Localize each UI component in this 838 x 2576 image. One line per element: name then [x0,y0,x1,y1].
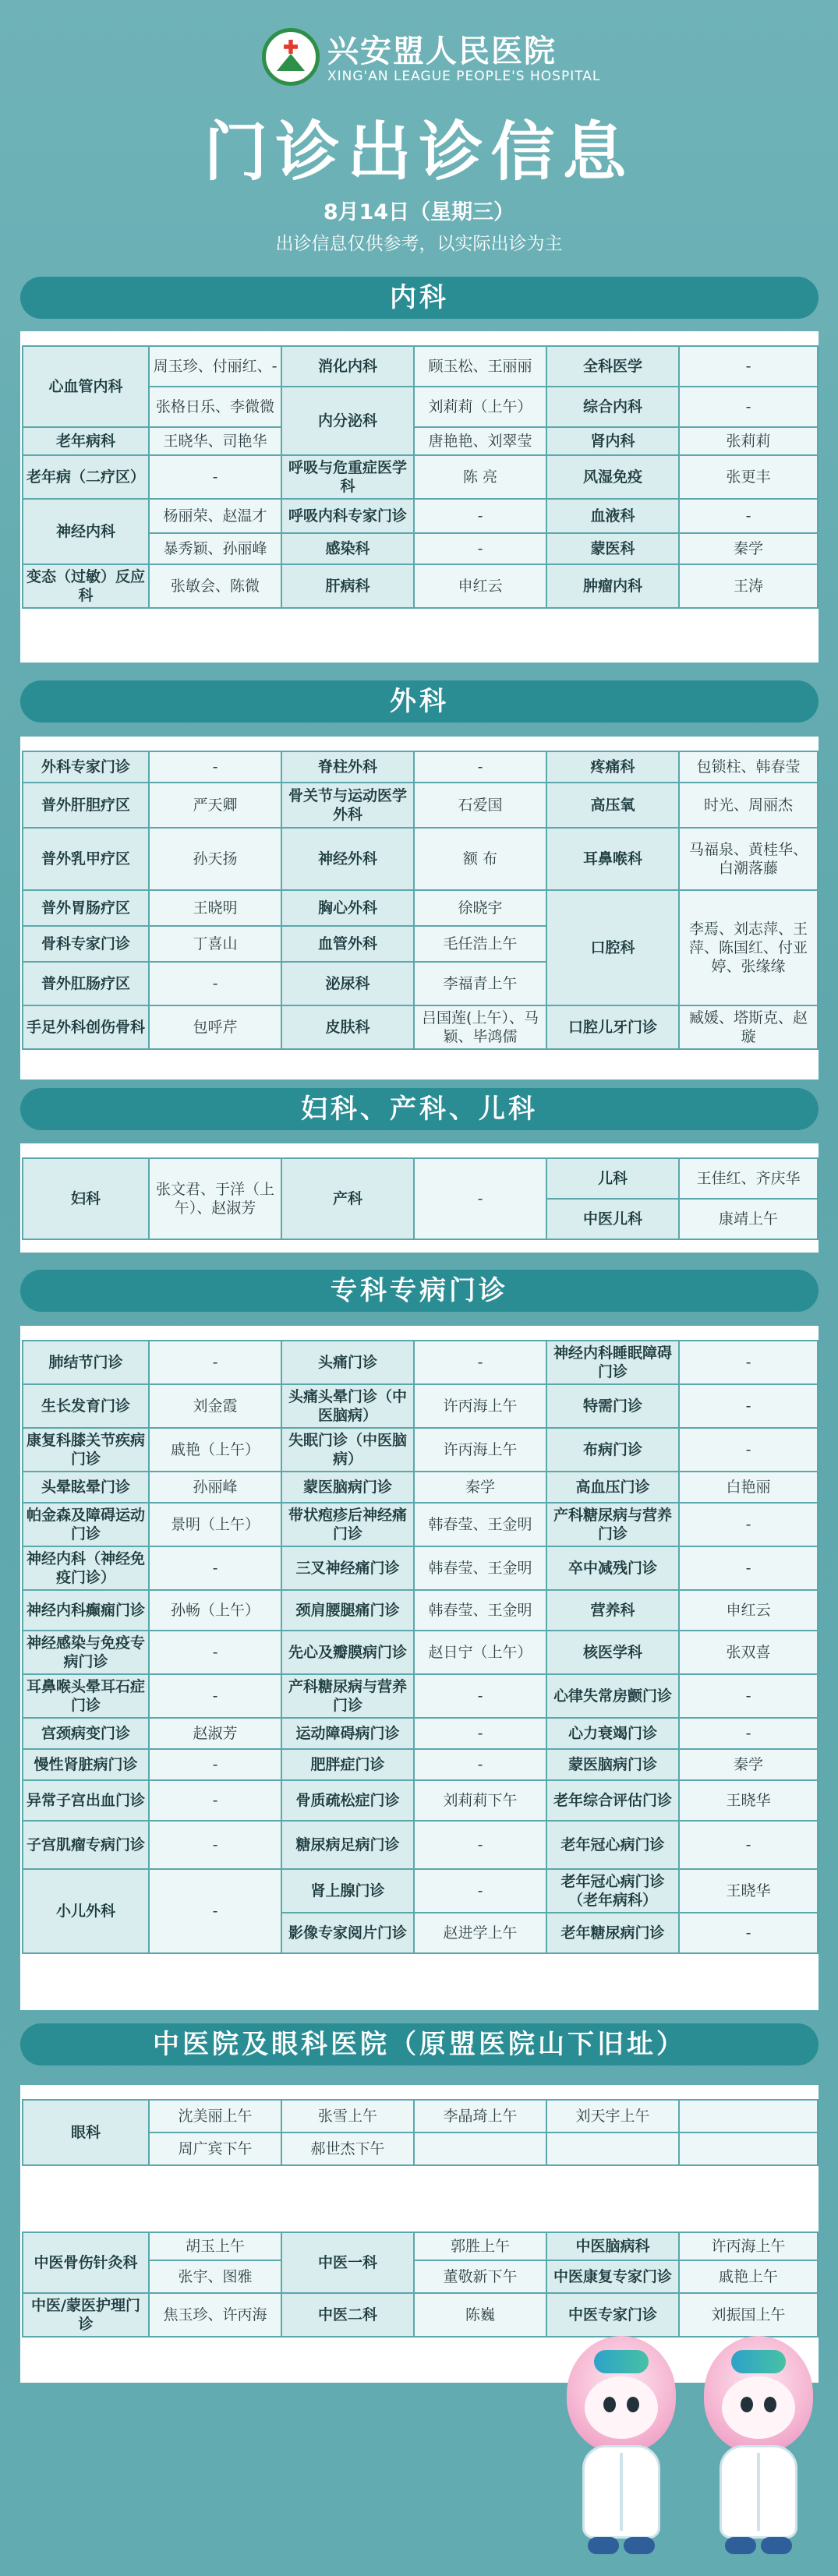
doctor-cell: - [679,1546,818,1590]
dept-cell: 老年病科 [23,427,149,455]
dept-cell: 营养科 [546,1590,679,1631]
dept-cell: 风湿免疫 [546,455,679,499]
doctor-cell: 康靖上午 [679,1199,818,1239]
dept-cell: 高血压门诊 [546,1472,679,1503]
table-neike [20,331,819,663]
doctor-cell: 白艳丽 [679,1472,818,1503]
doctor-cell: 郭胜上午 [414,2232,546,2260]
dept-cell: 消化内科 [281,346,414,387]
doctor-cell: 臧媛、塔斯克、赵璇 [679,1005,818,1049]
doctor-cell: 孙天扬 [149,828,281,890]
doctor-cell: 韩春莹、王金明 [414,1503,546,1546]
doctor-cell: 马福泉、黄桂华、白潮落藤 [679,828,818,890]
mascot-icon [563,2336,680,2562]
doctor-cell: - [414,1869,546,1913]
dept-cell: 神经感染与免疫专病门诊 [23,1631,149,1674]
dept-cell: 先心及瓣膜病门诊 [281,1631,414,1674]
dept-cell: 产科糖尿病与营养门诊 [546,1503,679,1546]
doctor-cell: 刘天宇上午 [546,2100,679,2133]
empty-cell [679,2133,818,2165]
table-waike [20,737,819,1080]
doctor-cell: - [414,1341,546,1384]
doctor-cell: - [414,1674,546,1718]
doctor-cell: 王佳红、齐庆华 [679,1158,818,1199]
doctor-cell: 王晓华、司艳华 [149,427,281,455]
dept-cell: 变态（过敏）反应科 [23,564,149,608]
doctor-cell: 郝世杰下午 [281,2133,414,2165]
schedule-table [22,1340,819,1954]
dept-cell: 肺结节门诊 [23,1341,149,1384]
dept-cell: 子宫肌瘤专病门诊 [23,1821,149,1869]
eye-table [22,2099,819,2166]
dept-cell: 产科 [281,1158,414,1239]
dept-cell: 中医康复专家门诊 [546,2260,679,2293]
doctor-cell: 石爱国 [414,783,546,828]
dept-cell: 蒙医脑病门诊 [281,1472,414,1503]
dept-cell: 中医一科 [281,2232,414,2293]
doctor-cell: 时光、周丽杰 [679,783,818,828]
doctor-cell: 沈美丽上午 [149,2100,281,2133]
table-zhongyi [20,2085,819,2383]
doctor-cell: 刘莉莉（上午） [414,387,546,427]
doctor-cell: - [149,1674,281,1718]
dept-cell: 手足外科创伤骨科 [23,1005,149,1049]
dept-cell: 卒中减残门诊 [546,1546,679,1590]
dept-cell: 蒙医科 [546,533,679,564]
doctor-cell: - [679,1674,818,1718]
dept-cell: 普外乳甲疗区 [23,828,149,890]
doctor-cell: - [679,499,818,533]
dept-cell: 头痛头晕门诊（中医脑病） [281,1384,414,1428]
doctor-cell: 丁喜山 [149,926,281,962]
doctor-cell: 张更丰 [679,455,818,499]
dept-cell: 中医/蒙医护理门诊 [23,2293,149,2337]
dept-cell: 肿瘤内科 [546,564,679,608]
dept-cell: 中医二科 [281,2293,414,2337]
dept-cell: 头晕眩晕门诊 [23,1472,149,1503]
doctor-cell: - [679,346,818,387]
dept-cell: 胸心外科 [281,890,414,926]
dept-cell: 心血管内科 [23,346,149,427]
dept-cell: 心力衰竭门诊 [546,1718,679,1749]
doctor-cell: 严天卿 [149,783,281,828]
doctor-cell: - [679,1913,818,1953]
table-zhuanke [20,1326,819,2010]
doctor-cell: - [149,1749,281,1780]
doctor-cell: 李福青上午 [414,962,546,1005]
dept-cell: 小儿外科 [23,1869,149,1953]
doctor-cell: 张文君、于洋（上午）、赵淑芳 [149,1158,281,1239]
dept-cell: 肥胖症门诊 [281,1749,414,1780]
dept-cell: 耳鼻喉头晕耳石症门诊 [23,1674,149,1718]
schedule-table [22,751,819,1050]
doctor-cell: 唐艳艳、刘翠莹 [414,427,546,455]
doctor-cell: 孙丽峰 [149,1472,281,1503]
doctor-cell: - [414,1718,546,1749]
doctor-cell: - [149,1341,281,1384]
doctor-cell: 秦学 [679,1749,818,1780]
doctor-cell: - [414,533,546,564]
dept-cell: 头痛门诊 [281,1341,414,1384]
dept-cell: 老年冠心病门诊（老年病科） [546,1869,679,1913]
section-banner-zhuanke: 专科专病门诊 [20,1270,819,1312]
dept-cell: 骨质疏松症门诊 [281,1780,414,1821]
dept-cell: 普外胃肠疗区 [23,890,149,926]
doctor-cell: 董敬新下午 [414,2260,546,2293]
doctor-cell: 刘振国上午 [679,2293,818,2337]
doctor-cell: - [679,1718,818,1749]
doctor-cell: 王晓华 [679,1780,818,1821]
dept-cell: 外科专家门诊 [23,751,149,783]
doctor-cell: 陈巍 [414,2293,546,2337]
doctor-cell: 张敏会、陈微 [149,564,281,608]
dept-cell: 普外肛肠疗区 [23,962,149,1005]
doctor-cell: - [679,1428,818,1472]
dept-cell: 泌尿科 [281,962,414,1005]
doctor-cell: 张莉莉 [679,427,818,455]
doctor-cell: 景明（上午） [149,1503,281,1546]
doctor-cell: 包呼芹 [149,1005,281,1049]
dept-cell: 口腔儿牙门诊 [546,1005,679,1049]
dept-cell: 中医骨伤针灸科 [23,2232,149,2293]
doctor-cell: - [414,1158,546,1239]
doctor-cell: 赵进学上午 [414,1913,546,1953]
doctor-cell: 申红云 [414,564,546,608]
doctor-cell: - [414,1821,546,1869]
dept-cell: 特需门诊 [546,1384,679,1428]
dept-cell: 肾内科 [546,427,679,455]
dept-cell: 老年综合评估门诊 [546,1780,679,1821]
page-title: 门诊出诊信息 [203,115,635,189]
doctor-cell: 张雪上午 [281,2100,414,2133]
dept-cell: 血管外科 [281,926,414,962]
doctor-cell: 焦玉珍、许丙海 [149,2293,281,2337]
doctor-cell: 毛任浩上午 [414,926,546,962]
dept-cell: 三叉神经痛门诊 [281,1546,414,1590]
dept-cell: 中医儿科 [546,1199,679,1239]
disclaimer-note: 出诊信息仅供参考，以实际出诊为主 [275,234,563,254]
empty-cell [546,2133,679,2165]
schedule-table [22,345,819,609]
dept-cell: 蒙医脑病门诊 [546,1749,679,1780]
dept-cell: 呼吸与危重症医学科 [281,455,414,499]
dept-cell: 神经内科睡眠障碍门诊 [546,1341,679,1384]
doctor-cell: - [414,1749,546,1780]
doctor-cell: 王涛 [679,564,818,608]
section-banner-fuer: 妇科、产科、儿科 [20,1088,819,1130]
dept-cell: 眼科 [23,2100,149,2165]
dept-cell: 老年糖尿病门诊 [546,1913,679,1953]
dept-cell: 异常子宫出血门诊 [23,1780,149,1821]
dept-cell: 肾上腺门诊 [281,1869,414,1913]
doctor-cell: 徐晓宇 [414,890,546,926]
dept-cell: 感染科 [281,533,414,564]
doctor-cell: 周玉珍、付丽红、- [149,346,281,387]
doctor-cell: - [149,751,281,783]
dept-cell: 糖尿病足病门诊 [281,1821,414,1869]
doctor-cell: 戚艳（上午） [149,1428,281,1472]
hospital-logo-icon [262,28,320,86]
doctor-cell: - [679,1341,818,1384]
dept-cell: 皮肤科 [281,1005,414,1049]
dept-cell: 影像专家阅片门诊 [281,1913,414,1953]
table-fuer [20,1143,819,1253]
dept-cell: 布病门诊 [546,1428,679,1472]
doctor-cell: - [149,1780,281,1821]
dept-cell: 疼痛科 [546,751,679,783]
dept-cell: 心律失常房颤门诊 [546,1674,679,1718]
dept-cell: 宫颈病变门诊 [23,1718,149,1749]
doctor-cell: 暴秀颖、孙丽峰 [149,533,281,564]
doctor-cell: - [679,1503,818,1546]
doctor-cell: 许丙海上午 [414,1428,546,1472]
date-label: 8月14日（星期三） [323,200,515,224]
doctor-cell: 韩春莹、王金明 [414,1546,546,1590]
doctor-cell: 张宇、图雅 [149,2260,281,2293]
doctor-cell: 张格日乐、李微微 [149,387,281,427]
dept-cell: 神经内科癫痫门诊 [23,1590,149,1631]
dept-cell: 老年冠心病门诊 [546,1821,679,1869]
dept-cell: 呼吸内科专家门诊 [281,499,414,533]
dept-cell: 骨科专家门诊 [23,926,149,962]
dept-cell: 妇科 [23,1158,149,1239]
doctor-cell: - [149,962,281,1005]
doctor-cell: 孙畅（上午） [149,1590,281,1631]
doctor-cell: 周广宾下午 [149,2133,281,2165]
doctor-cell: 王晓华 [679,1869,818,1913]
section-banner-zhongyi: 中医院及眼科医院（原盟医院山下旧址） [20,2023,819,2065]
dept-cell: 血液科 [546,499,679,533]
hospital-name: 兴安盟人民医院 [327,34,557,69]
dept-cell: 核医学科 [546,1631,679,1674]
dept-cell: 带状疱疹后神经痛门诊 [281,1503,414,1546]
dept-cell: 内分泌科 [281,387,414,455]
doctor-cell: 包锁柱、韩春莹 [679,751,818,783]
doctor-cell: 申红云 [679,1590,818,1631]
dept-cell: 骨关节与运动医学外科 [281,783,414,828]
doctor-cell: 李焉、刘志萍、王萍、陈国红、付亚婷、张缘缘 [679,890,818,1005]
dept-cell: 神经外科 [281,828,414,890]
doctor-cell: - [149,1546,281,1590]
dept-cell: 耳鼻喉科 [546,828,679,890]
doctor-cell: 刘金霞 [149,1384,281,1428]
hospital-en-name: XING'AN LEAGUE PEOPLE'S HOSPITAL [327,69,601,84]
doctor-cell: - [149,1631,281,1674]
doctor-cell: 韩春莹、王金明 [414,1590,546,1631]
dept-cell: 产科糖尿病与营养门诊 [281,1674,414,1718]
doctor-cell: 王晓明 [149,890,281,926]
dept-cell: 全科医学 [546,346,679,387]
doctor-cell: 吕国莲(上午）、马颖、毕鸿儒 [414,1005,546,1049]
doctor-cell: 秦学 [414,1472,546,1503]
doctor-cell: - [679,387,818,427]
dept-cell: 帕金森及障碍运动门诊 [23,1503,149,1546]
dept-cell: 中医脑病科 [546,2232,679,2260]
doctor-cell: 张双喜 [679,1631,818,1674]
doctor-cell: 额 布 [414,828,546,890]
doctor-cell: 秦学 [679,533,818,564]
doctor-cell: 刘莉莉下午 [414,1780,546,1821]
dept-cell: 神经内科 [23,499,149,564]
dept-cell: 口腔科 [546,890,679,1005]
dept-cell: 儿科 [546,1158,679,1199]
doctor-cell: - [679,1384,818,1428]
dept-cell: 高压氧 [546,783,679,828]
dept-cell: 中医专家门诊 [546,2293,679,2337]
doctor-cell: - [414,499,546,533]
doctor-cell: 许丙海上午 [414,1384,546,1428]
header [0,0,838,269]
dept-cell: 慢性肾脏病门诊 [23,1749,149,1780]
section-banner-waike: 外科 [20,680,819,723]
dept-cell: 康复科膝关节疾病门诊 [23,1428,149,1472]
dept-cell: 综合内科 [546,387,679,427]
doctor-cell: 许丙海上午 [679,2232,818,2260]
dept-cell: 老年病（二疗区） [23,455,149,499]
table-spacer [22,2166,817,2231]
dept-cell: 神经内科（神经免疫门诊） [23,1546,149,1590]
doctor-cell: - [414,751,546,783]
section-banner-neike: 内科 [20,277,819,319]
empty-cell [414,2133,546,2165]
dept-cell: 脊柱外科 [281,751,414,783]
doctor-cell: - [679,1821,818,1869]
doctor-cell: - [149,455,281,499]
mascot-icon [700,2336,817,2562]
doctor-cell: 顾玉松、王丽丽 [414,346,546,387]
dept-cell: 生长发育门诊 [23,1384,149,1428]
schedule-table [22,1157,819,1240]
doctor-cell: 陈 亮 [414,455,546,499]
doctor-cell: - [149,1869,281,1953]
doctor-cell: 赵日宁（上午） [414,1631,546,1674]
dept-cell: 肝病科 [281,564,414,608]
dept-cell: 颈肩腰腿痛门诊 [281,1590,414,1631]
dept-cell: 失眠门诊（中医脑病） [281,1428,414,1472]
dept-cell: 普外肝胆疗区 [23,783,149,828]
doctor-cell: - [149,1821,281,1869]
doctor-cell: 杨丽荣、赵温才 [149,499,281,533]
doctor-cell: 赵淑芳 [149,1718,281,1749]
doctor-cell: 戚艳上午 [679,2260,818,2293]
empty-cell [679,2100,818,2133]
doctor-cell: 胡玉上午 [149,2232,281,2260]
tcm-table [22,2231,819,2337]
doctor-cell: 李晶琦上午 [414,2100,546,2133]
dept-cell: 运动障碍病门诊 [281,1718,414,1749]
